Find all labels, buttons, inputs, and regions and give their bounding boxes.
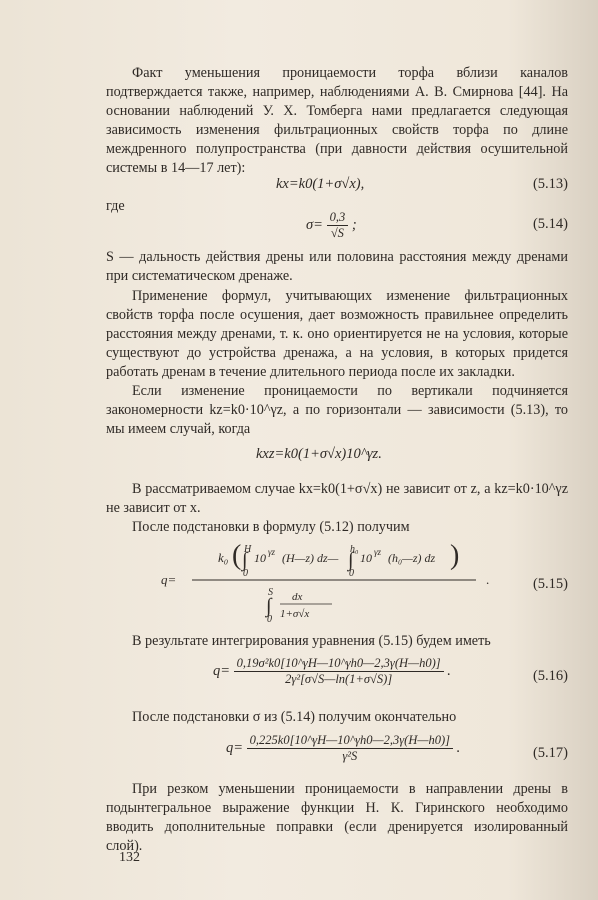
equation-formula: q= $\frac{\text{0,19σ²k0[10\textasciicircum{}γH—10\textasciicircum{}γh0—2,3γ(H—h0)]}}{\text{2γ²[σ√S—ln(1+σ√S)]}}$ . — [213, 656, 451, 686]
svg-text:∫: ∫ — [242, 549, 248, 571]
fraction-denominator: 2γ²[σ√S—ln(1+σ√S)] — [285, 672, 393, 686]
paragraph-2 — [106, 248, 568, 286]
paragraph-text: При резком уменьшении проницаемости в направлении дрены в подынтегральное выражение функции Н. К. Гиринского необходимо вводить дополнительные поправки (если дренируется изолированный слой). — [106, 781, 568, 854]
fraction — [247, 733, 453, 764]
svg-text:γz: γz — [374, 547, 382, 557]
svg-text:S: S — [268, 587, 273, 598]
svg-text:h₀: h₀ — [350, 544, 359, 555]
equation-5-13 — [106, 176, 568, 198]
equation-number: (5.15) — [532, 576, 568, 592]
paragraph-8 — [106, 708, 568, 727]
fraction-numerator: 0,19σ²k0[10^γH—10^γh0—2,3γ(H—h0)] — [234, 656, 444, 672]
numerator-k0: k₀ — [218, 550, 229, 565]
equation-5-16 — [106, 654, 568, 698]
equation-kxz — [106, 446, 568, 468]
svg-text:(H—z) dz—: (H—z) dz— — [282, 551, 339, 565]
equation-number: (5.17) — [532, 745, 568, 761]
paragraph-7 — [106, 632, 568, 651]
svg-text:∫: ∫ — [348, 549, 354, 571]
svg-text:∫: ∫ — [266, 595, 272, 617]
svg-text:10: 10 — [254, 551, 266, 565]
fraction-numerator: 0,225k0[10^γH—10^γh0—2,3γ(H—h0)] — [247, 733, 453, 749]
equation-formula: σ= $\frac{0,3}{√S}$ ; — [306, 210, 357, 240]
paragraph-1 — [106, 64, 568, 178]
paragraph-text: Применение формул, учитывающих изменение фильтрационных свойств торфа после осушения, дает возможность правильнее определить расстояния между дренами, т. к. оно ориентируется не на условия, которые существуют до устройства дренажа, а на условия, в которых придется работать дренам в течение длительного периода после их закладки. — [106, 288, 568, 380]
equation-formula: kx=k0(1+σ√x), — [276, 176, 365, 192]
equation-5-17 — [106, 731, 568, 775]
svg-text:): ) — [450, 540, 460, 571]
paragraph-text: В результате интегрирования уравнения (5.15) будем иметь — [132, 633, 491, 649]
paragraph-text: Если изменение проницаемости по вертикали подчиняется закономерности kz=k0·10^γz, а по горизонтали — зависимости (5.13), то мы имеем случай, когда — [106, 383, 568, 437]
svg-text:1+σ√x: 1+σ√x — [280, 608, 310, 620]
svg-text:(: ( — [232, 540, 242, 571]
svg-text:0: 0 — [349, 568, 354, 579]
svg-text:(h₀—z) dz: (h₀—z) dz — [388, 551, 436, 565]
fraction-denominator: γ²S — [342, 749, 358, 763]
equation-5-14 — [106, 204, 568, 244]
where-text: где — [106, 198, 125, 214]
equation-5-15-graphic — [156, 540, 546, 625]
svg-text:10: 10 — [360, 551, 372, 565]
paragraph-text: S — дальность действия дрены или половина расстояния между дренами при систематическом дренаже. — [106, 249, 568, 284]
upper-limit-H: H — [244, 544, 252, 555]
equation-lhs: σ= — [306, 216, 323, 233]
svg-text:0: 0 — [243, 568, 248, 579]
paragraph-text: В рассматриваемом случае kx=k0(1+σ√x) не зависит от z, а kz=k0·10^γz не зависит от x. — [106, 481, 568, 516]
fraction-denominator: √S — [330, 226, 344, 240]
equation-number: (5.14) — [532, 216, 568, 232]
equation-lhs: q= — [226, 739, 244, 756]
paragraph-text: После подстановки σ из (5.14) получим окончательно — [132, 709, 457, 725]
fraction — [327, 210, 349, 241]
paragraph-9 — [106, 780, 568, 856]
equation-5-15 — [106, 540, 568, 625]
paragraph-text: После подстановки в формулу (5.12) получим — [132, 519, 410, 535]
equation-formula: q= $\frac{0,225k0[10\^{}\gamma H—10\^{}\gamma h0—2,3\gamma(H—h0)]}{\text{γ²S}}$ . — [226, 733, 461, 763]
svg-text:γz: γz — [268, 547, 276, 557]
svg-text:0: 0 — [267, 614, 272, 625]
paragraph-6 — [106, 518, 568, 537]
equation-number: (5.16) — [532, 668, 568, 684]
paragraph-4 — [106, 382, 568, 439]
equation-number: (5.13) — [532, 176, 568, 192]
svg-text:.: . — [486, 572, 490, 587]
paragraph-text: Факт уменьшения проницаемости торфа вблизи каналов подтверждается также, например, наблюдениями А. В. Смирнова [44]. На основании наблюдений У. Х. Томберга нами предлагается следующая зависимость изменения фильтрационных свойств торфа по длине междренного полупространства (при давности действия осушительной системы в 14—17 лет): — [106, 65, 568, 176]
fraction — [234, 656, 444, 687]
paragraph-3 — [106, 287, 568, 382]
fraction-numerator: 0,3 — [327, 210, 349, 226]
paragraph-5 — [106, 480, 568, 518]
page-number: 132 — [119, 850, 140, 865]
q-lhs: q= — [161, 572, 177, 587]
svg-text:dx: dx — [292, 591, 303, 603]
equation-lhs: q= — [213, 662, 231, 679]
equation-formula: kxz=k0(1+σ√x)10^γz. — [256, 446, 382, 462]
